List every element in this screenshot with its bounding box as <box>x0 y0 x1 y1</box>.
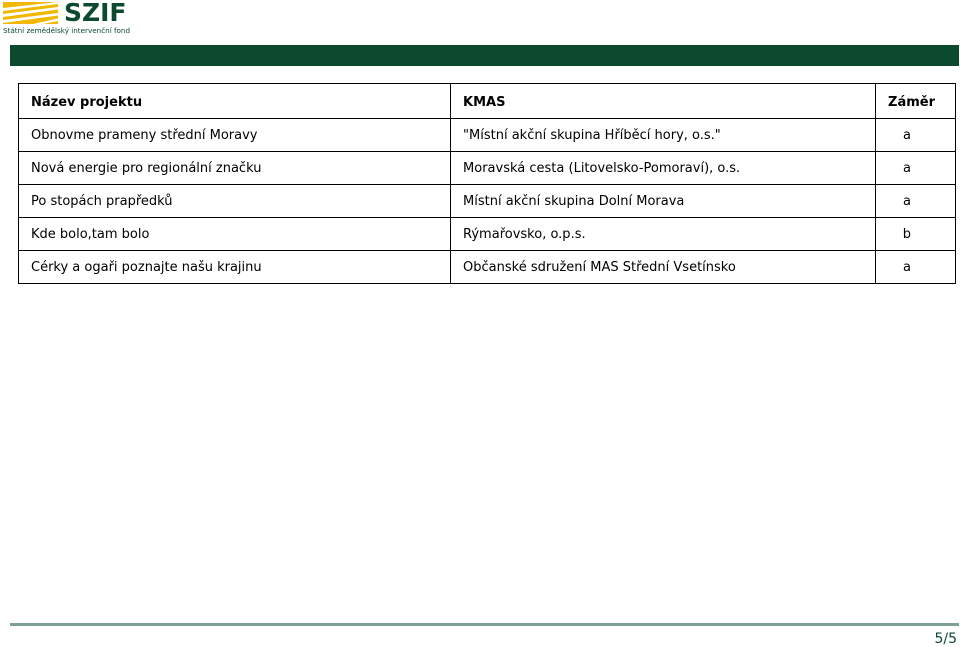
zamer-cell: a <box>876 152 956 185</box>
logo-subtitle: Státní zemědělský intervenční fond <box>3 26 131 35</box>
project-name-cell: Po stopách prapředků <box>19 185 451 218</box>
kmas-cell: Rýmařovsko, o.p.s. <box>451 218 876 251</box>
project-name-cell: Nová energie pro regionální značku <box>19 152 451 185</box>
table-row <box>19 185 956 218</box>
kmas-cell: "Místní akční skupina Hříběcí hory, o.s." <box>451 119 876 152</box>
szif-logo <box>3 0 131 36</box>
logo-wordmark: SZIF <box>64 0 127 27</box>
column-header-project-name: Název projektu <box>19 84 451 119</box>
zamer-cell: b <box>876 218 956 251</box>
table-row <box>19 119 956 152</box>
kmas-cell: Moravská cesta (Litovelsko-Pomoraví), o.s. <box>451 152 876 185</box>
table-row <box>19 152 956 185</box>
project-name-cell: Kde bolo,tam bolo <box>19 218 451 251</box>
page-number: 5/5 <box>934 631 957 647</box>
table-header-row <box>19 84 956 119</box>
project-name-cell: Cérky a ogaři poznajte našu krajinu <box>19 251 451 284</box>
column-header-kmas: KMAS <box>451 84 876 119</box>
header-bar <box>10 45 959 66</box>
szif-sunrays-icon <box>3 2 58 24</box>
zamer-cell: a <box>876 185 956 218</box>
kmas-cell: Místní akční skupina Dolní Morava <box>451 185 876 218</box>
footer-rule <box>10 623 959 626</box>
table-row <box>19 251 956 284</box>
projects-table <box>18 83 956 284</box>
zamer-cell: a <box>876 119 956 152</box>
table-row <box>19 218 956 251</box>
column-header-zamer: Záměr <box>876 84 956 119</box>
zamer-cell: a <box>876 251 956 284</box>
project-name-cell: Obnovme prameny střední Moravy <box>19 119 451 152</box>
kmas-cell: Občanské sdružení MAS Střední Vsetínsko <box>451 251 876 284</box>
